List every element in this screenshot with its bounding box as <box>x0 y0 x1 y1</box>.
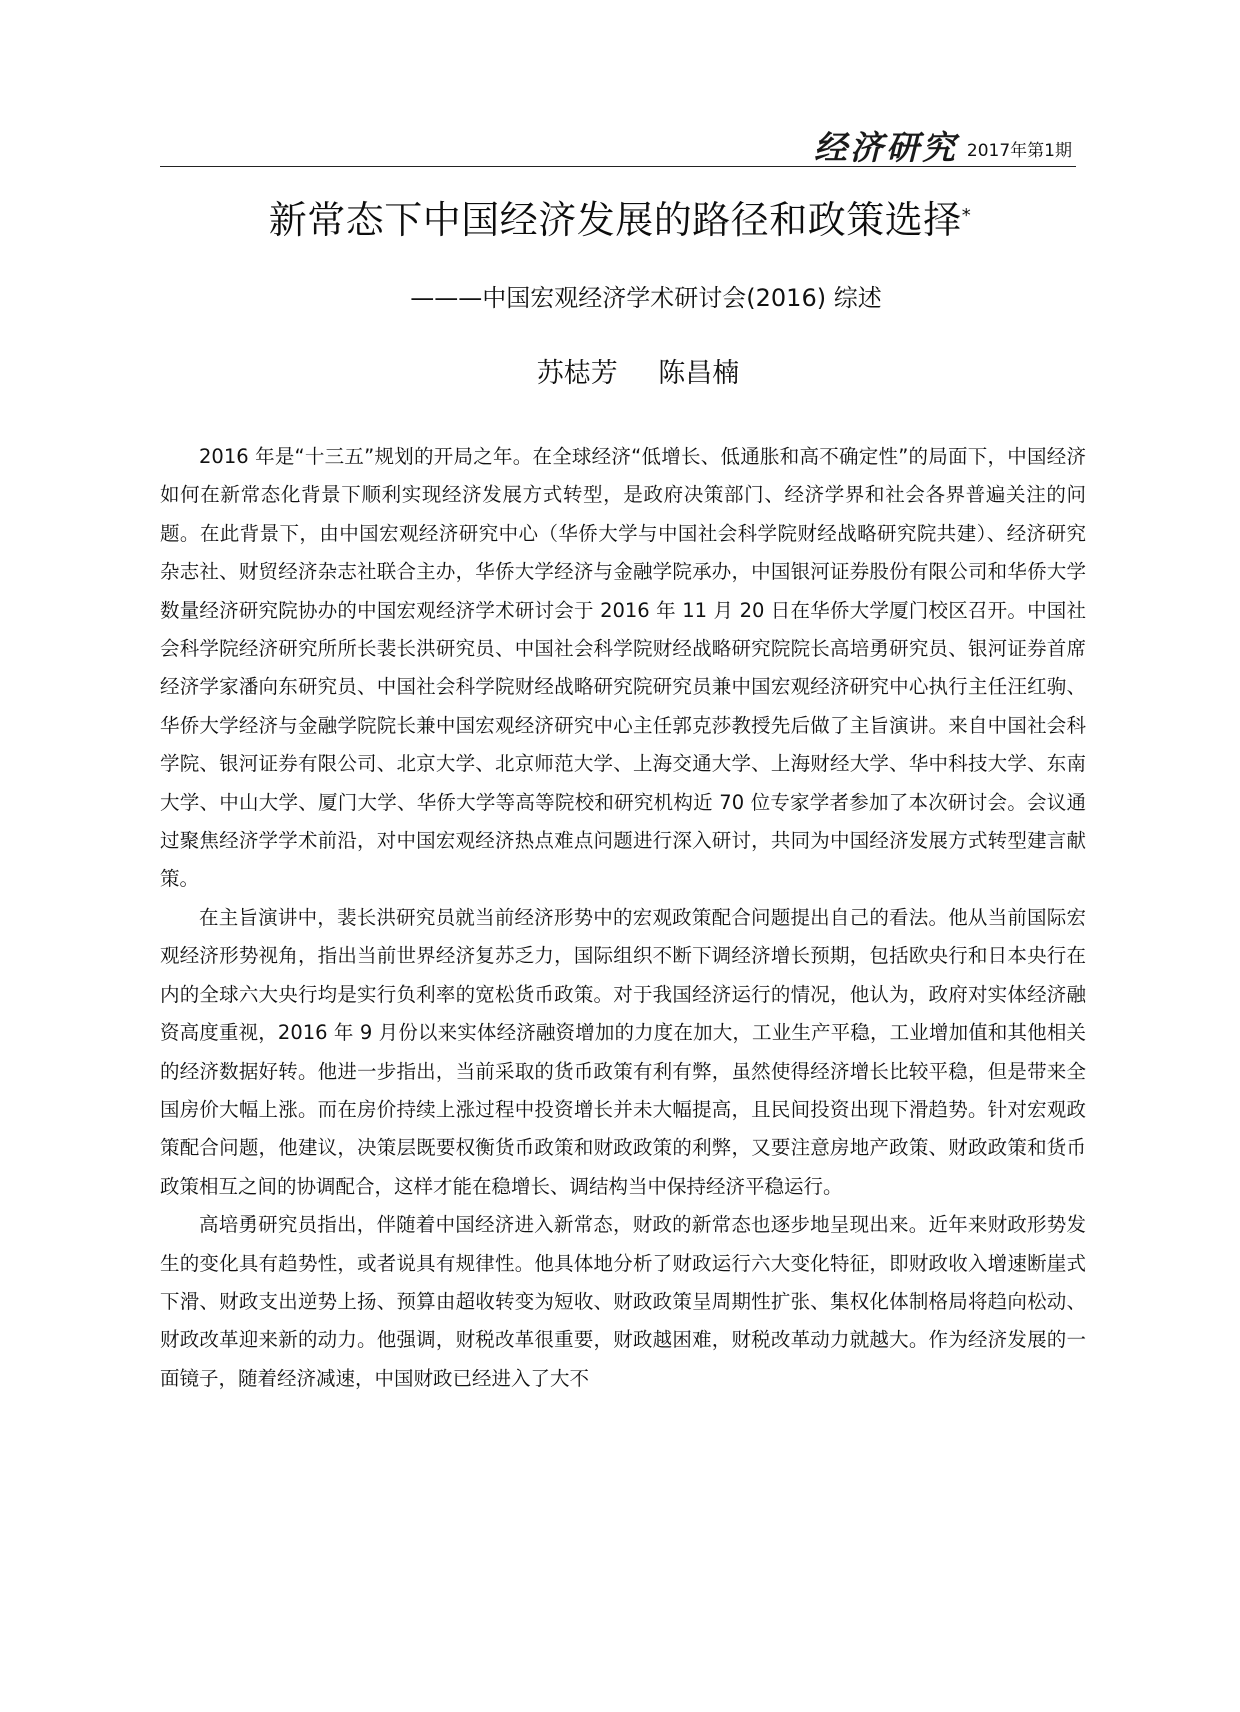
journal-issue: 2017年第1期 <box>966 141 1072 161</box>
author-name: 陈昌楠 <box>658 358 740 389</box>
title-footnote-mark[interactable]: * <box>961 205 972 226</box>
article-body <box>160 438 1086 1398</box>
body-paragraph: 在主旨演讲中，裴长洪研究员就当前经济形势中的宏观政策配合问题提出自己的看法。他从当前国际宏观经济形势视角，指出当前世界经济复苏乏力，国际组织不断下调经济增长预期，包括欧央行和日本央行在内的全球六大央行均是实行负利率的宽松货币政策。对于我国经济运行的情况，他认为，政府对实体经济融资高度重视，2016 年 9 月份以来实体经济融资增加的力度在加大，工业生产平稳，工业增加值和其他相关的经济数据好转。他进一步指出，当前采取的货币政策有利有弊，虽然使得经济增长比较平稳，但是带来全国房价大幅上涨。而在房价持续上涨过程中投资增长并未大幅提高，且民间投资出现下滑趋势。针对宏观政策配合问题，他建议，决策层既要权衡货币政策和财政政策的利弊，又要注意房地产政策、财政政策和货币政策相互之间的协调配合，这样才能在稳增长、调结构当中保持经济平稳运行。 <box>160 905 1086 1198</box>
article-subtitle: ———中国宏观经济学术研讨会(2016) 综述 <box>410 284 882 312</box>
article-title-text: 新常态下中国经济发展的路径和政策选择 <box>268 198 962 242</box>
author-list <box>0 354 1240 394</box>
author-name: 苏梽芳 <box>536 358 618 389</box>
body-paragraph: 高培勇研究员指出，伴随着中国经济进入新常态，财政的新常态也逐步地呈现出来。近年来财政形势发生的变化具有趋势性，或者说具有规律性。他具体地分析了财政运行六大变化特征，即财政收入增速断崖式下滑、财政支出逆势上扬、预算由超收转变为短收、财政政策呈周期性扩张、集权化体制格局将趋向松动、财政改革迎来新的动力。他强调，财税改革很重要，财政越困难，财税改革动力就越大。作为经济发展的一面镜子，随着经济减速，中国财政已经进入了大不 <box>160 1213 1086 1390</box>
body-paragraph: 2016 年是“十三五”规划的开局之年。在全球经济“低增长、低通胀和高不确定性”的局面下，中国经济如何在新常态化背景下顺利实现经济发展方式转型，是政府决策部门、经济学界和社会各界普遍关注的问题。在此背景下，由中国宏观经济研究中心（华侨大学与中国社会科学院财经战略研究院共建）、经济研究杂志社、财贸经济杂志社联合主办，华侨大学经济与金融学院承办，中国银河证券股份有限公司和华侨大学数量经济研究院协办的中国宏观经济学术研讨会于 2016 年 11 月 20 日在华侨大学厦门校区召开。中国社会科学院经济研究所所长裴长洪研究员、中国社会科学院财经战略研究院院长高培勇研究员、银河证券首席经济学家潘向东研究员、中国社会科学院财经战略研究院研究员兼中国宏观经济研究中心执行主任汪红驹、华侨大学经济与金融学院院长兼中国宏观经济研究中心主任郭克莎教授先后做了主旨演讲。来自中国社会科学院、银河证券有限公司、北京大学、北京师范大学、上海交通大学、上海财经大学、华中科技大学、东南大学、中山大学、厦门大学、华侨大学等高等院校和研究机构近 70 位专家学者参加了本次研讨会。会议通过聚焦经济学学术前沿，对中国宏观经济热点难点问题进行深入研讨，共同为中国经济发展方式转型建言献策。 <box>160 445 1086 891</box>
article-title <box>0 192 1240 248</box>
running-header <box>160 128 1076 167</box>
journal-logo: 经济研究 <box>814 128 958 167</box>
